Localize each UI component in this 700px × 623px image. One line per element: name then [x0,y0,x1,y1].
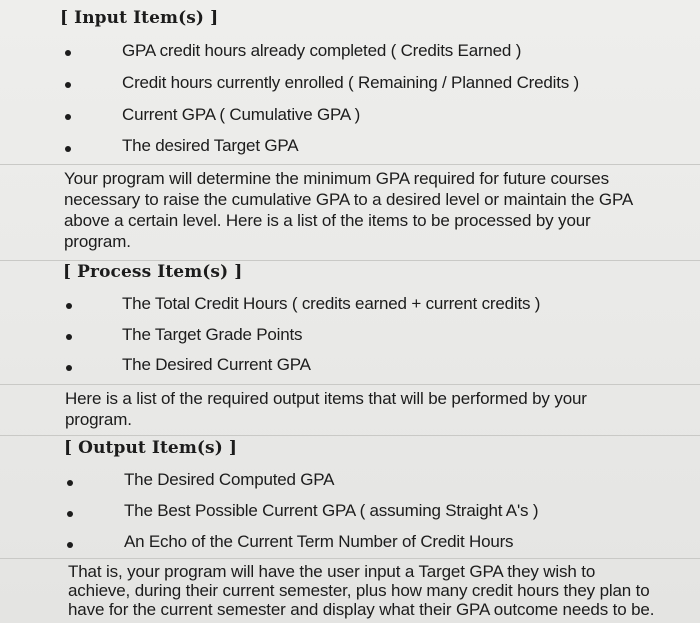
bullet-icon [66,334,72,340]
divider [0,164,700,165]
divider [0,384,700,385]
bullet-icon [65,50,71,56]
paragraph-line: above a certain level. Here is a list of the items to be processed by your [64,211,591,230]
paragraph-line: achieve, during their current semester, plus how many credit hours they plan to [68,581,650,600]
process-items-heading: [ Process Item(s) ] [63,262,243,282]
output-items-heading: [ Output Item(s) ] [64,438,238,458]
paragraph-line: Your program will determine the minimum GPA required for future courses [64,169,609,188]
process-item: The Desired Current GPA [122,355,311,374]
paragraph-line: program. [65,410,132,429]
bullet-icon [66,303,72,309]
output-item: The Best Possible Current GPA ( assuming Straight A's ) [124,501,539,520]
bullet-icon [65,82,71,88]
description-paragraph [64,168,633,252]
input-item: GPA credit hours already completed ( Credits Earned ) [122,41,522,60]
divider [0,558,700,559]
paragraph-line: necessary to raise the cumulative GPA to a desired level or maintain the GPA [64,190,634,209]
process-item: The Total Credit Hours ( credits earned + current credits ) [122,294,541,313]
input-items-heading: [ Input Item(s) ] [60,8,219,28]
divider [0,435,700,436]
input-item: Current GPA ( Cumulative GPA ) [122,105,361,124]
paragraph-line: program. [64,232,131,251]
summary-paragraph [68,562,654,619]
output-item: An Echo of the Current Term Number of Credit Hours [124,532,514,551]
divider [0,260,700,261]
bullet-icon [66,365,72,371]
bullet-icon [67,480,73,486]
paragraph-line: That is, your program will have the user input a Target GPA they wish to [68,562,596,581]
bullet-icon [67,542,73,548]
output-item: The Desired Computed GPA [124,470,335,489]
process-item: The Target Grade Points [122,325,303,344]
bullet-icon [67,511,73,517]
paragraph-line: Here is a list of the required output items that will be performed by your [65,389,587,408]
input-item: The desired Target GPA [122,136,299,155]
input-item: Credit hours currently enrolled ( Remaining / Planned Credits ) [122,73,580,92]
paragraph-line: have for the current semester and display what their GPA outcome needs to be. [68,600,655,619]
output-intro-paragraph [65,388,587,430]
bullet-icon [65,146,71,152]
bullet-icon [65,114,71,120]
